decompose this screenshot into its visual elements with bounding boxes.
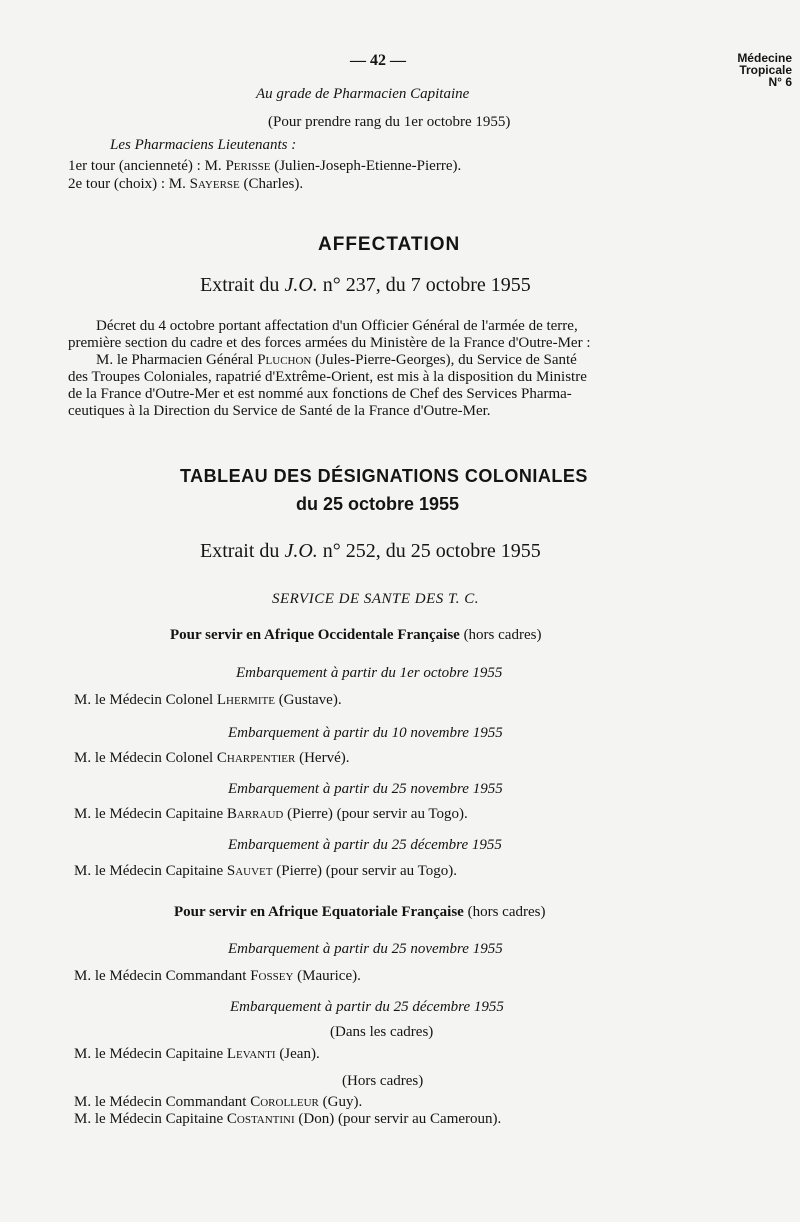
- officer-surname: Levanti: [226, 1046, 276, 1062]
- service-heading: SERVICE DE SANTE DES T. C.: [272, 591, 480, 607]
- rank-note: (Pour prendre rang du 1er octobre 1955): [268, 114, 511, 130]
- officer-rank: M. le Médecin Capitaine: [74, 1046, 227, 1062]
- officer-surname: Charpentier: [216, 750, 296, 766]
- officer-line: [74, 750, 349, 767]
- officer-line: [74, 863, 457, 880]
- extract-jo: J.O.: [284, 540, 318, 562]
- entry-rest: (Julien-Joseph-Etienne-Pierre).: [270, 158, 462, 174]
- journal-issue: N° 6: [768, 75, 792, 89]
- grade-title: Au grade de Pharmacien Capitaine: [256, 86, 470, 102]
- officer-details: (Hervé).: [295, 750, 350, 766]
- list-heading: Les Pharmaciens Lieutenants :: [110, 137, 297, 153]
- journal-label: [737, 52, 792, 88]
- region-heading-rest: (hors cadres): [463, 904, 546, 920]
- officer-rank: M. le Médecin Commandant: [74, 1094, 251, 1110]
- officer-line: [74, 1094, 362, 1111]
- region-heading-bold: Pour servir en Afrique Occidentale Française: [170, 627, 460, 643]
- cadre-note: (Hors cadres): [342, 1073, 424, 1089]
- officer-line: [74, 968, 361, 985]
- officer-details: (Don) (pour servir au Cameroun).: [294, 1111, 502, 1127]
- para-part: M. le Pharmacien Général: [96, 352, 258, 368]
- extract-prefix: Extrait du: [200, 274, 285, 296]
- officer-details: (Jean).: [275, 1046, 320, 1062]
- page-number: — 42 —: [350, 52, 406, 69]
- decree-paragraph-line: [96, 352, 577, 369]
- promotion-entry: [68, 176, 303, 193]
- affectation-title: AFFECTATION: [318, 234, 461, 255]
- officer-surname: Barraud: [226, 806, 284, 822]
- tableau-extract: [200, 540, 541, 563]
- decree-paragraph-line: ceutiques à la Direction du Service de Santé de la France d'Outre-Mer.: [68, 403, 491, 419]
- officer-details: (Pierre) (pour servir au Togo).: [283, 806, 468, 822]
- cadre-note: (Dans les cadres): [330, 1024, 434, 1040]
- embarkation-date: Embarquement à partir du 10 novembre 1955: [228, 725, 503, 741]
- officer-line: [74, 1046, 320, 1063]
- decree-paragraph-line: des Troupes Coloniales, rapatrié d'Extrême-Orient, est mis à la disposition du Ministre: [68, 369, 587, 385]
- officer-surname: Perisse: [225, 158, 271, 174]
- region-heading-bold: Pour servir en Afrique Equatoriale Française: [174, 904, 464, 920]
- tableau-title: TABLEAU DES DÉSIGNATIONS COLONIALES: [180, 466, 588, 486]
- journal-name-line1: Médecine: [737, 51, 792, 65]
- extract-jo: J.O.: [284, 274, 318, 296]
- region-heading-rest: (hors cadres): [459, 627, 542, 643]
- region-heading: [170, 627, 541, 644]
- officer-surname: Lhermite: [216, 692, 275, 708]
- embarkation-date: Embarquement à partir du 25 décembre 1955: [230, 999, 504, 1015]
- officer-rank: M. le Médecin Capitaine: [74, 806, 227, 822]
- officer-rank: M. le Médecin Colonel: [74, 692, 217, 708]
- officer-surname: Sauvet: [226, 863, 273, 879]
- officer-line: [74, 806, 468, 823]
- officer-rank: M. le Médecin Commandant: [74, 968, 251, 984]
- tableau-date: du 25 octobre 1955: [296, 494, 460, 514]
- extract-rest: n° 237, du 7 octobre 1955: [317, 274, 531, 296]
- officer-line: [74, 692, 342, 709]
- officer-surname: Costantini: [226, 1111, 295, 1127]
- officer-surname: Fossey: [250, 968, 294, 984]
- officer-details: (Gustave).: [274, 692, 342, 708]
- promotion-entry: [68, 158, 461, 175]
- extract-prefix: Extrait du: [200, 540, 285, 562]
- decree-line: Décret du 4 octobre portant affectation d'un Officier Général de l'armée de terre,: [96, 318, 578, 334]
- officer-rank: M. le Médecin Capitaine: [74, 863, 227, 879]
- embarkation-date: Embarquement à partir du 25 novembre 1955: [228, 941, 503, 957]
- entry-prefix: 2e tour (choix) : M.: [68, 176, 190, 192]
- officer-rank: M. le Médecin Capitaine: [74, 1111, 227, 1127]
- para-part: (Jules-Pierre-Georges), du Service de Santé: [311, 352, 577, 368]
- decree-paragraph-line: de la France d'Outre-Mer et est nommé aux fonctions de Chef des Services Pharma-: [68, 386, 572, 402]
- embarkation-date: Embarquement à partir du 25 novembre 1955: [228, 781, 503, 797]
- officer-details: (Guy).: [318, 1094, 363, 1110]
- journal-name-line2: Tropicale: [739, 63, 792, 77]
- officer-details: (Pierre) (pour servir au Togo).: [272, 863, 457, 879]
- entry-prefix: 1er tour (ancienneté) : M.: [68, 158, 226, 174]
- officer-details: (Maurice).: [293, 968, 361, 984]
- extract-rest: n° 252, du 25 octobre 1955: [317, 540, 541, 562]
- affectation-extract: [200, 274, 531, 297]
- officer-surname: Corolleur: [250, 1094, 319, 1110]
- officer-surname: Pluchon: [257, 352, 312, 368]
- embarkation-date: Embarquement à partir du 1er octobre 1955: [236, 665, 503, 681]
- officer-rank: M. le Médecin Colonel: [74, 750, 217, 766]
- officer-surname: Sayerse: [189, 176, 240, 192]
- embarkation-date: Embarquement à partir du 25 décembre 1955: [228, 837, 502, 853]
- decree-line: première section du cadre et des forces armées du Ministère de la France d'Outre-Mer :: [68, 335, 591, 351]
- region-heading: [174, 904, 545, 921]
- entry-rest: (Charles).: [239, 176, 304, 192]
- officer-line: [74, 1111, 501, 1128]
